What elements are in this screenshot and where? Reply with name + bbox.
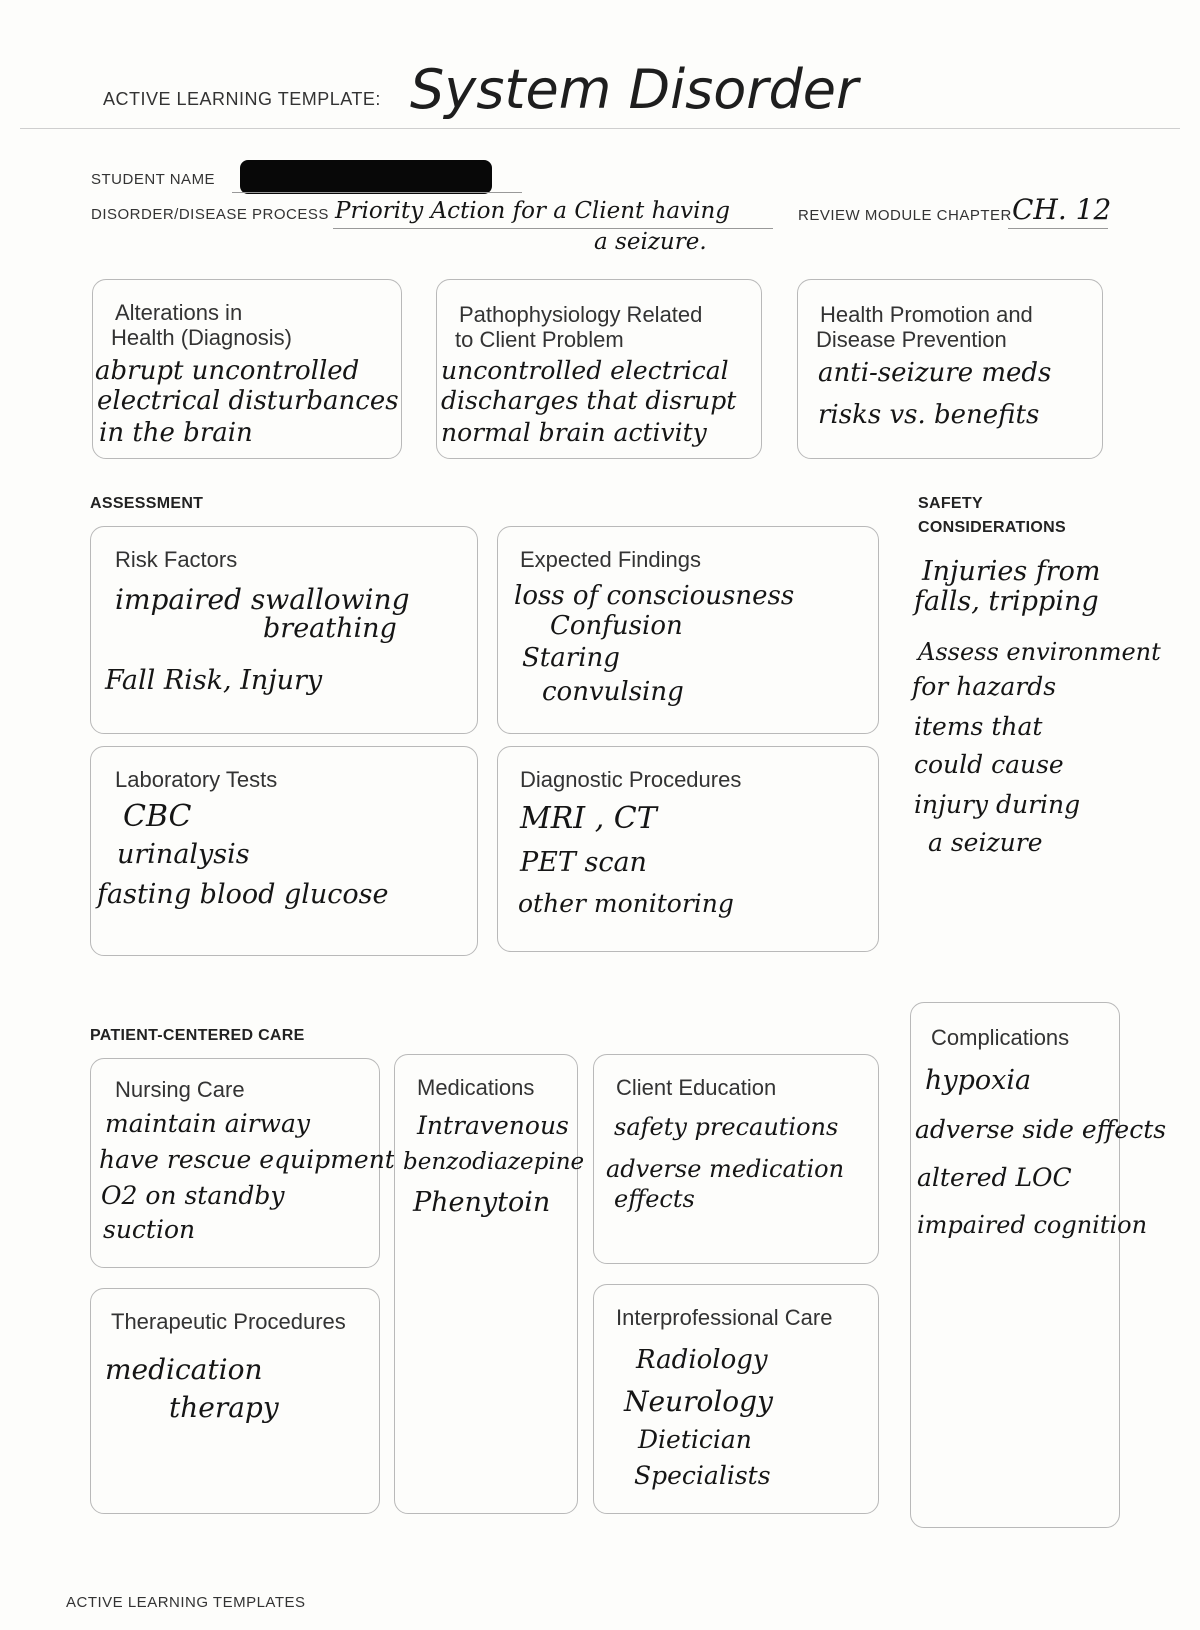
laboratory-tests-title: Laboratory Tests xyxy=(115,767,278,792)
alterations-title-line2: Health (Diagnosis) xyxy=(111,325,292,350)
medications-text-2: benzodiazepine xyxy=(403,1149,585,1175)
disorder-label: DISORDER/DISEASE PROCESS xyxy=(91,206,329,223)
expected-findings-text-4: convulsing xyxy=(542,677,684,707)
student-name-redaction xyxy=(240,160,492,194)
medications-title: Medications xyxy=(417,1075,535,1100)
nursing-care-text-2: have rescue equipment xyxy=(99,1145,395,1174)
medications-box xyxy=(394,1054,585,1514)
nursing-care-text-3: O2 on standby xyxy=(101,1181,285,1210)
pathophysiology-title-line2: to Client Problem xyxy=(455,327,624,352)
page-title: System Disorder xyxy=(410,58,859,121)
student-name-label: STUDENT NAME xyxy=(91,171,216,188)
diagnostic-procedures-box xyxy=(497,746,879,952)
interprofessional-care-text-2: Neurology xyxy=(624,1385,773,1418)
complications-text-2: adverse side effects xyxy=(915,1115,1167,1144)
pathophysiology-text-3: normal brain activity xyxy=(441,418,707,447)
safety-label-line2: CONSIDERATIONS xyxy=(918,519,1066,536)
pathophysiology-text-2: discharges that disrupt xyxy=(441,386,737,415)
complications-title: Complications xyxy=(931,1025,1070,1050)
client-education-title: Client Education xyxy=(616,1075,777,1100)
complications-text-3: altered LOC xyxy=(917,1163,1072,1192)
therapeutic-procedures-text-2: therapy xyxy=(169,1391,279,1424)
complications-box xyxy=(910,1002,1167,1528)
health-promotion-text-2: risks vs. benefits xyxy=(818,400,1040,430)
laboratory-tests-text-3: fasting blood glucose xyxy=(97,879,389,910)
alterations-text-3: in the brain xyxy=(99,418,253,448)
risk-factors-text-1: impaired swallowing xyxy=(115,583,410,616)
interprofessional-care-text-4: Specialists xyxy=(634,1461,771,1490)
complications-text-4: impaired cognition xyxy=(917,1211,1148,1239)
review-module-label: REVIEW MODULE CHAPTER xyxy=(798,207,1012,224)
health-promotion-title-line1: Health Promotion and xyxy=(820,302,1033,327)
laboratory-tests-text-2: urinalysis xyxy=(117,839,250,870)
therapeutic-procedures-title: Therapeutic Procedures xyxy=(111,1309,346,1334)
therapeutic-procedures-text-1: medication xyxy=(105,1353,263,1386)
nursing-care-title: Nursing Care xyxy=(115,1077,245,1102)
interprofessional-care-box xyxy=(593,1284,879,1514)
safety-text-6: could cause xyxy=(914,750,1064,779)
diagnostic-procedures-text-3: other monitoring xyxy=(518,889,734,918)
pathophysiology-title-line1: Pathophysiology Related xyxy=(459,302,703,327)
nursing-care-box xyxy=(90,1058,395,1268)
nursing-care-text-4: suction xyxy=(103,1215,196,1244)
pathophysiology-box xyxy=(436,279,762,459)
interprofessional-care-text-1: Radiology xyxy=(636,1345,768,1375)
expected-findings-text-1: loss of consciousness xyxy=(514,581,795,611)
expected-findings-box xyxy=(497,526,879,734)
interprofessional-care-text-3: Dietician xyxy=(638,1425,752,1454)
alterations-title-line1: Alterations in xyxy=(115,300,243,325)
safety-text-7: injury during xyxy=(914,790,1081,819)
diagnostic-procedures-text-2: PET scan xyxy=(520,847,647,878)
nursing-care-text-1: maintain airway xyxy=(105,1109,310,1138)
diagnostic-procedures-title: Diagnostic Procedures xyxy=(520,767,742,792)
safety-text-1: Injuries from xyxy=(922,556,1101,587)
safety-text-5: items that xyxy=(914,712,1043,741)
safety-label-line1: SAFETY xyxy=(918,495,983,512)
footer-label: ACTIVE LEARNING TEMPLATES xyxy=(66,1594,306,1611)
client-education-text-3: effects xyxy=(614,1185,695,1213)
risk-factors-text-2: breathing xyxy=(263,613,397,644)
review-line xyxy=(1008,228,1108,229)
header-rule xyxy=(20,128,1180,129)
client-education-text-2: adverse medication xyxy=(606,1155,845,1183)
disorder-value-line1: Priority Action for a Client having xyxy=(335,198,731,224)
student-name-line xyxy=(232,192,522,193)
laboratory-tests-text-1: CBC xyxy=(123,799,192,834)
risk-factors-title: Risk Factors xyxy=(115,547,238,572)
health-promotion-title-line2: Disease Prevention xyxy=(816,327,1007,352)
assessment-section-label: ASSESSMENT xyxy=(90,495,204,512)
patient-care-section-label: PATIENT-CENTERED CARE xyxy=(90,1027,305,1044)
risk-factors-text-3: Fall Risk, Injury xyxy=(105,665,323,696)
expected-findings-title: Expected Findings xyxy=(520,547,701,572)
complications-text-1: hypoxia xyxy=(925,1065,1032,1096)
medications-text-3: Phenytoin xyxy=(413,1187,551,1218)
safety-text-3: Assess environment xyxy=(918,638,1161,666)
client-education-text-1: safety precautions xyxy=(614,1113,839,1141)
safety-text-2: falls, tripping xyxy=(914,586,1099,617)
laboratory-tests-box xyxy=(90,746,478,956)
review-module-value: CH. 12 xyxy=(1012,193,1112,226)
pathophysiology-text-1: uncontrolled electrical xyxy=(441,356,729,385)
interprofessional-care-title: Interprofessional Care xyxy=(616,1305,833,1330)
health-promotion-text-1: anti-seizure meds xyxy=(818,358,1052,388)
health-promotion-box xyxy=(797,279,1103,459)
disorder-value-line2: a seizure. xyxy=(594,229,707,255)
safety-text-8: a seizure xyxy=(928,828,1043,857)
client-education-box xyxy=(593,1054,879,1264)
disorder-line xyxy=(333,228,773,229)
therapeutic-procedures-box xyxy=(90,1288,380,1514)
alterations-text-2: electrical disturbances xyxy=(97,386,399,416)
risk-factors-box xyxy=(90,526,478,734)
medications-text-1: Intravenous xyxy=(417,1111,569,1140)
safety-text-4: for hazards xyxy=(912,672,1057,701)
expected-findings-text-3: Staring xyxy=(522,643,620,673)
template-label: ACTIVE LEARNING TEMPLATE: xyxy=(103,89,381,109)
alterations-box xyxy=(92,279,402,459)
alterations-text-1: abrupt uncontrolled xyxy=(95,356,360,386)
diagnostic-procedures-text-1: MRI , CT xyxy=(520,801,657,836)
expected-findings-text-2: Confusion xyxy=(550,611,683,641)
